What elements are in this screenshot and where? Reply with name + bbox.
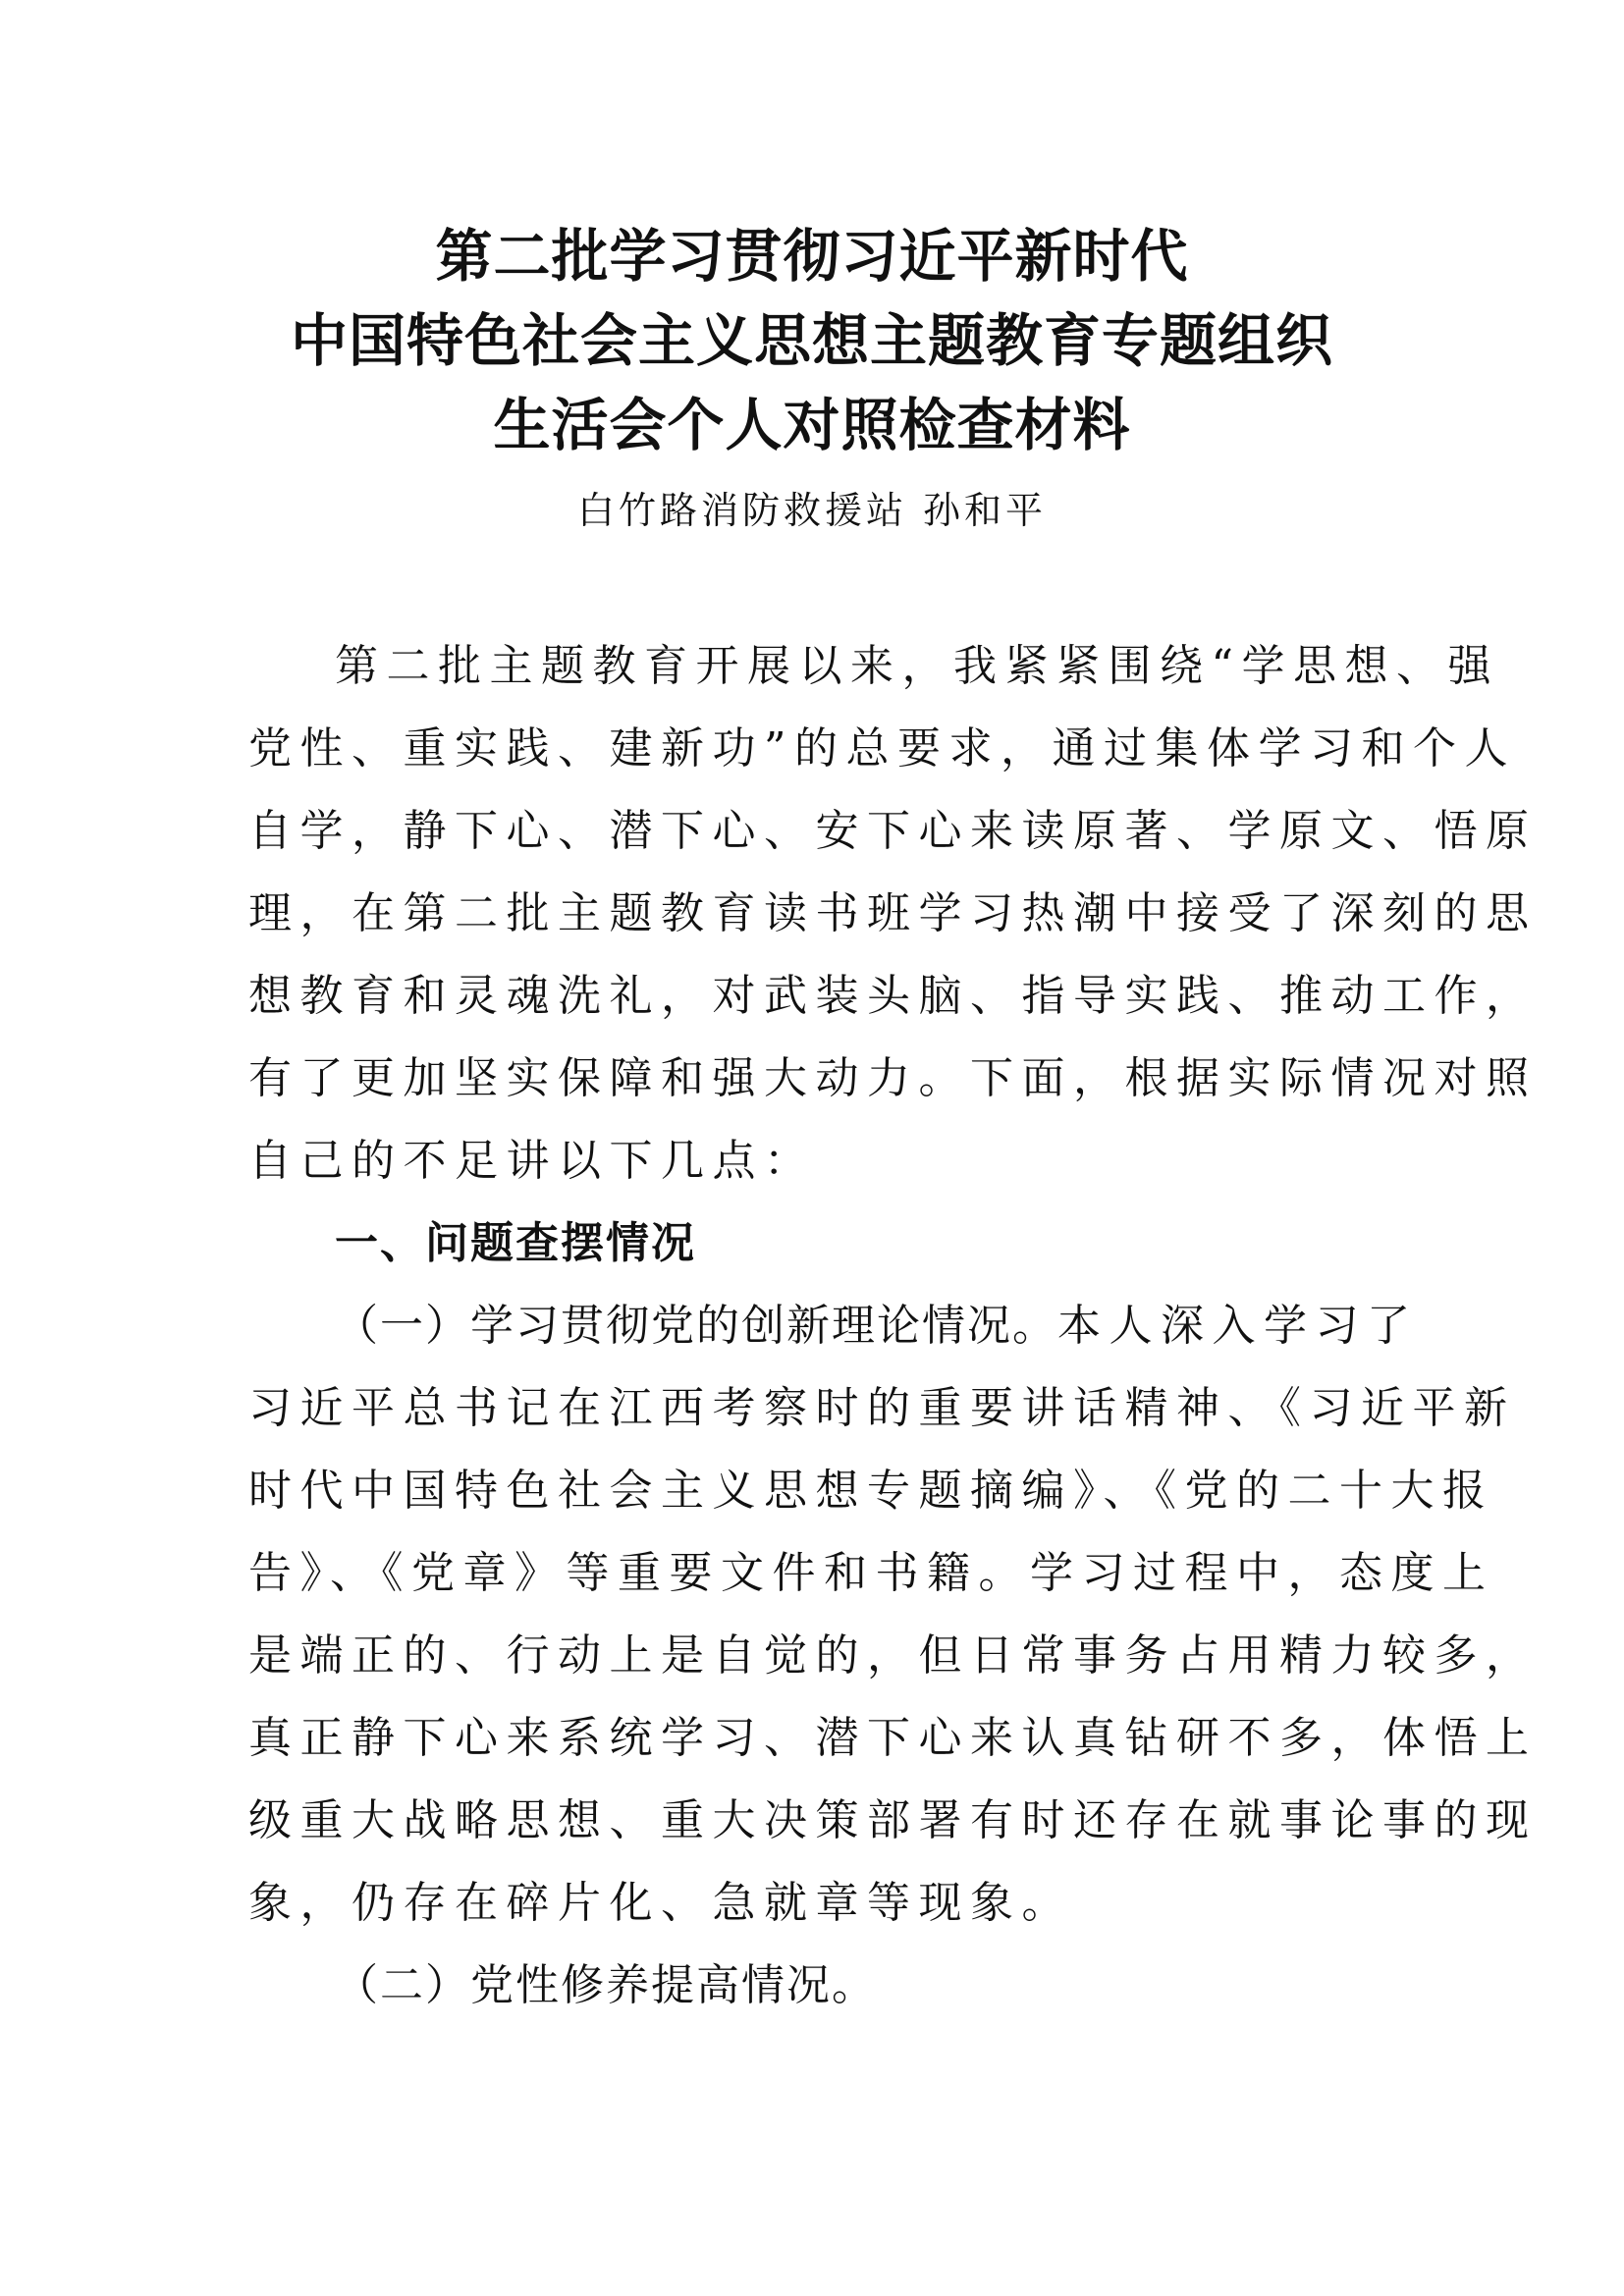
subsection-1-line-2: 习近平总书记在江西考察时的重要讲话精神、《习近平新	[248, 1383, 1516, 1433]
document-title	[0, 214, 1624, 467]
intro-line-6: 有了更加坚实保障和强大动力。下面，根据实际情况对照	[248, 1053, 1538, 1103]
subsection-1-heading: （一）学习贯彻党的创新理论情况。	[335, 1301, 1057, 1351]
intro-line-5: 想教育和灵魂洗礼，对武装头脑、指导实践、推动工作，	[248, 971, 1538, 1021]
title-line-2: 中国特色社会主义思想主题教育专题组织	[290, 307, 1333, 374]
author-line: 白竹路消防救援站 孙和平	[576, 489, 1048, 532]
intro-line-3: 自学，静下心、潜下心、安下心来读原著、学原文、悟原	[248, 806, 1538, 856]
intro-line-1: 第二批主题教育开展以来，我紧紧围绕“学思想、强	[335, 641, 1499, 691]
section-heading-problems: 一、问题查摆情况	[335, 1218, 696, 1268]
subsection-1-first-line-text: 本人深入学习了	[1057, 1301, 1419, 1351]
intro-line-2: 党性、重实践、建新功”的总要求，通过集体学习和个人	[248, 723, 1516, 774]
document-body	[248, 625, 1538, 2027]
subsection-1-first-line	[248, 1285, 1419, 1367]
title-line-1: 第二批学习贯彻习近平新时代	[435, 223, 1189, 290]
subsection-2-heading: （二）党性修养提高情况。	[335, 1960, 877, 2010]
subsection-1-line-8: 象，仍存在碎片化、急就章等现象。	[248, 1878, 1073, 1928]
subsection-1-line-3: 时代中国特色社会主义思想专题摘编》、《党的二十大报	[248, 1466, 1494, 1516]
title-line-3: 生活会个人对照检查材料	[493, 392, 1131, 458]
subsection-1-line-4: 告》、《党章》等重要文件和书籍。学习过程中，态度上	[248, 1548, 1494, 1598]
intro-line-7: 自己的不足讲以下几点：	[248, 1136, 816, 1186]
intro-line-4: 理，在第二批主题教育读书班学习热潮中接受了深刻的思	[248, 888, 1538, 938]
subsection-1-line-5: 是端正的、行动上是自觉的，但日常事务占用精力较多，	[248, 1630, 1538, 1681]
subsection-1-line-7: 级重大战略思想、重大决策部署有时还存在就事论事的现	[248, 1795, 1538, 1845]
subsection-1-line-6: 真正静下心来系统学习、潜下心来认真钻研不多，体悟上	[248, 1713, 1538, 1763]
